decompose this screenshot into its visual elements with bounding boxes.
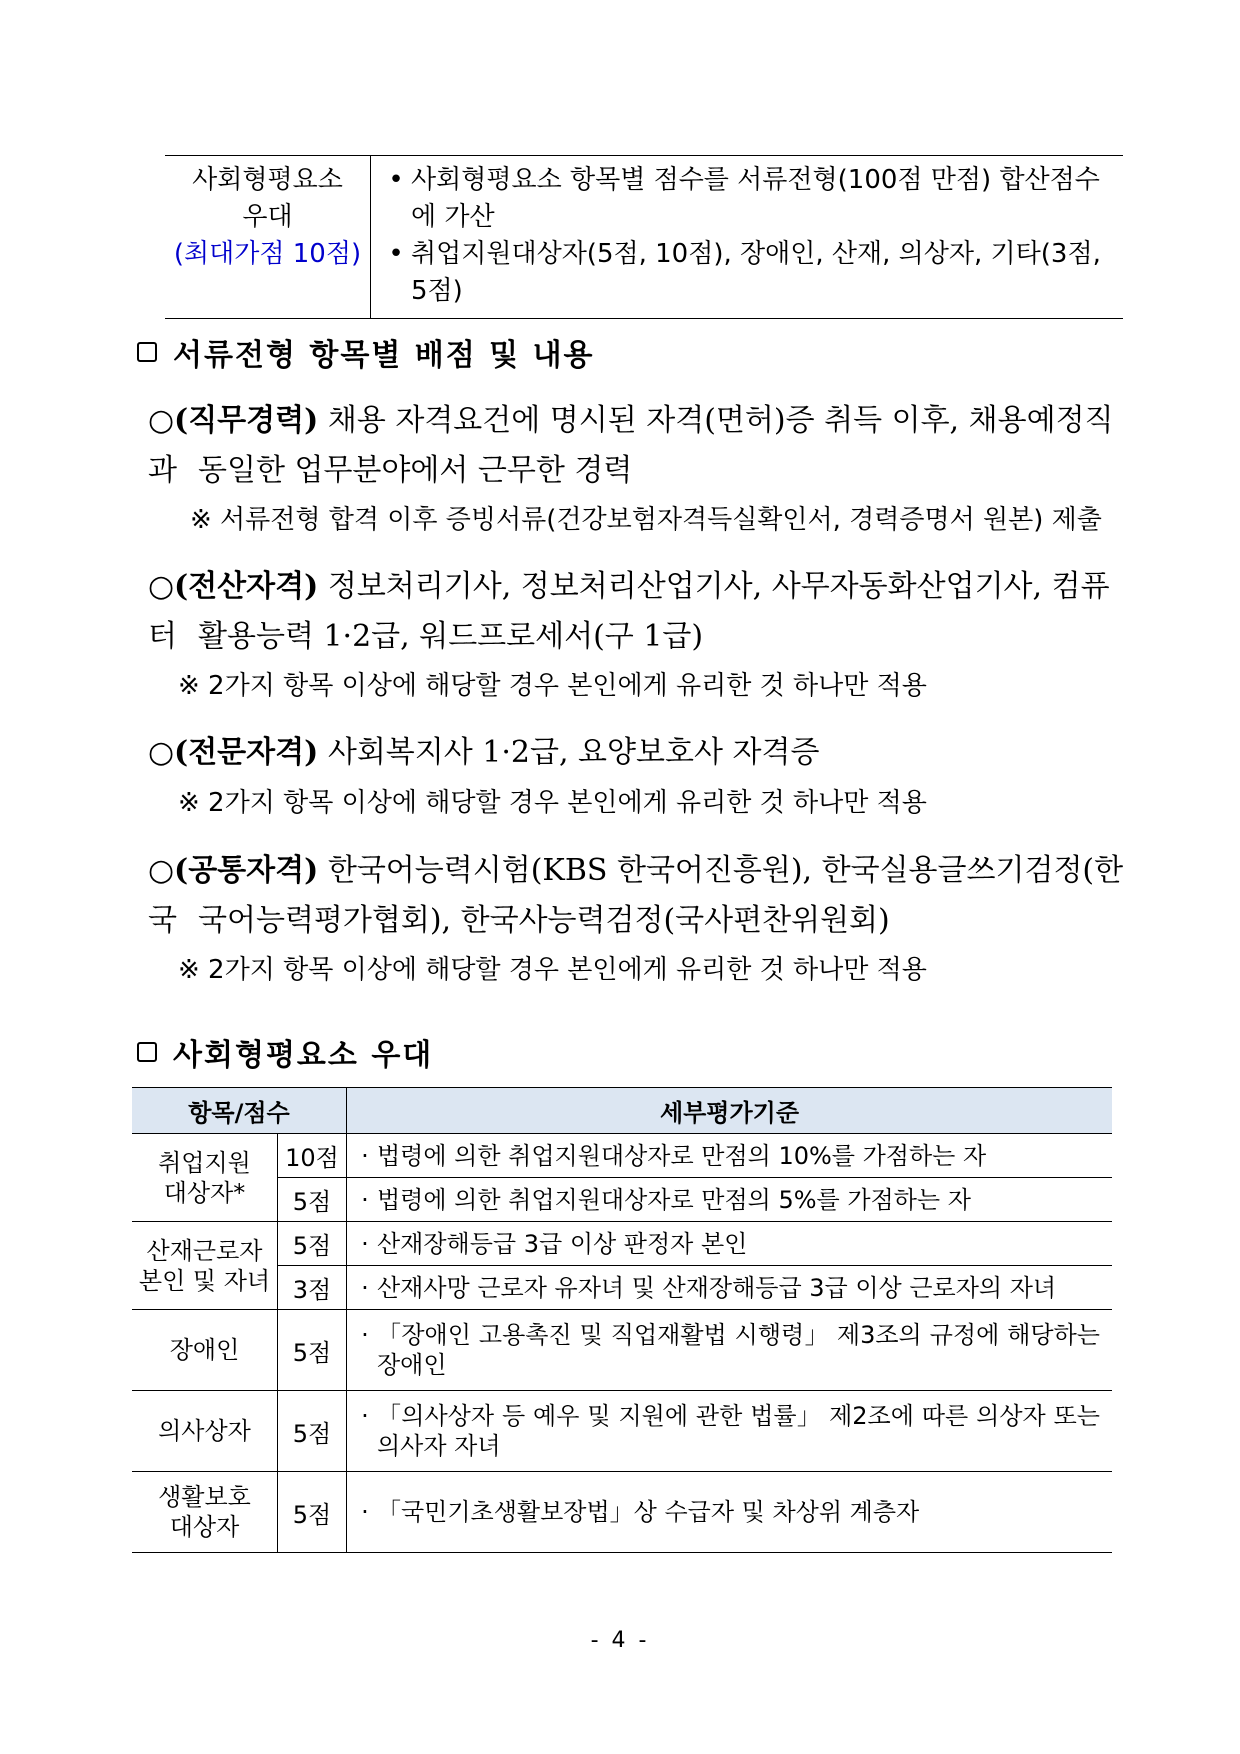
table-row — [132, 1391, 1112, 1472]
circle-bullet-icon: ○ — [148, 853, 175, 888]
category-cell — [132, 1472, 278, 1553]
criteria-cell — [347, 1310, 1113, 1391]
item-label: (전산자격) — [174, 569, 319, 604]
item-text-cont: 활용능력 1·2급, 워드프로세서(구 1급) — [198, 619, 704, 654]
top-label-line2: 우대 — [242, 202, 293, 232]
table-row — [132, 1134, 1112, 1178]
top-label-line1: 사회형평요소 — [192, 165, 343, 195]
category-cell — [132, 1222, 278, 1310]
note: ※ 2가지 항목 이상에 해당할 경우 본인에게 유리한 것 하나만 적용 — [178, 671, 927, 701]
category-line: 의사상자 — [158, 1417, 251, 1445]
criteria-text: 「장애인 고용촉진 및 직업재활법 시행령」 제3조의 규정에 해당하는 장애인 — [377, 1321, 1100, 1379]
score-cell: 5점 — [278, 1391, 347, 1472]
table-row — [132, 1222, 1112, 1266]
table-row — [132, 1178, 1112, 1222]
category-line: 생활보호 — [158, 1483, 251, 1511]
page-number: - 4 - — [590, 1628, 650, 1653]
criteria-cell — [347, 1391, 1113, 1472]
score-cell: 10점 — [278, 1134, 347, 1178]
criteria-cell — [347, 1266, 1113, 1310]
category-line: 장애인 — [169, 1336, 240, 1364]
criteria-text: 산재사망 근로자 유자녀 및 산재장해등급 3급 이상 근로자의 자녀 — [377, 1273, 1057, 1302]
section-title: 사회형평요소 우대 — [173, 1038, 434, 1073]
circle-bullet-icon: ○ — [148, 735, 175, 770]
circle-bullet-icon: ○ — [148, 569, 175, 604]
category-line: 취업지원 — [158, 1148, 251, 1177]
score-cell: 5점 — [278, 1310, 347, 1391]
criteria-cell — [347, 1134, 1113, 1178]
bullet-dot: · — [361, 1229, 369, 1258]
circle-bullet-icon: ○ — [148, 403, 175, 438]
item-label: (직무경력) — [174, 403, 319, 438]
bullet-dot: · — [361, 1141, 369, 1170]
category-cell — [132, 1134, 278, 1222]
checkbox-square-icon — [137, 1042, 157, 1062]
criteria-text: 법령에 의한 취업지원대상자로 만점의 10%를 가점하는 자 — [377, 1141, 987, 1170]
category-line: 산재근로자 — [146, 1236, 263, 1265]
criteria-cell — [347, 1178, 1113, 1222]
table-row — [132, 1310, 1112, 1391]
item-text: 한국어능력시험(KBS 한국어진흥원), 한국실용글쓰기검정(한국 — [148, 853, 1124, 938]
table-header-row — [132, 1088, 1112, 1134]
item-text: 채용 자격요건에 명시된 자격(면허)증 취득 이후, 채용예정직과 — [148, 403, 1114, 488]
category-line: 대상자* — [163, 1178, 246, 1207]
criteria-text: 법령에 의한 취업지원대상자로 만점의 5%를 가점하는 자 — [377, 1185, 971, 1214]
header-criteria: 세부평가기준 — [347, 1088, 1113, 1134]
bullet-text: 사회형평요소 항목별 점수를 서류전형(100점 만점) 합산점수에 가산 — [411, 165, 1100, 232]
score-cell: 5점 — [278, 1472, 347, 1553]
criteria-text: 「국민기초생활보장법」상 수급자 및 차상위 계층자 — [377, 1498, 920, 1526]
item-label: (전문자격) — [174, 735, 319, 770]
bullet-text: 취업지원대상자(5점, 10점), 장애인, 산재, 의상자, 기타(3점, 5점) — [411, 239, 1101, 306]
item-text: 정보처리기사, 정보처리산업기사, 사무자동화산업기사, 컴퓨터 — [148, 569, 1110, 654]
bullet-dot: · — [361, 1402, 369, 1430]
score-cell: 5점 — [278, 1178, 347, 1222]
category-line: 대상자 — [169, 1513, 240, 1541]
top-table — [165, 155, 1123, 319]
item-text-cont: 국어능력평가협회), 한국사능력검정(국사편찬위원회) — [198, 903, 890, 938]
social-equity-table — [132, 1087, 1112, 1553]
top-bullet — [381, 236, 1113, 310]
criteria-text: 「의사상자 등 예우 및 지원에 관한 법률」 제2조에 따른 의상자 또는 의사자 자녀 — [377, 1402, 1100, 1460]
category-cell — [132, 1310, 278, 1391]
header-item: 항목/점수 — [132, 1088, 347, 1134]
note: ※ 2가지 항목 이상에 해당할 경우 본인에게 유리한 것 하나만 적용 — [178, 788, 927, 818]
section-heading — [137, 330, 595, 374]
category-cell — [132, 1391, 278, 1472]
criteria-cell — [347, 1472, 1113, 1553]
top-label-max-points: (최대가점 10점) — [173, 239, 362, 269]
bullet-dot: • — [388, 239, 404, 269]
item-professional-cert — [148, 728, 1128, 778]
bullet-dot: · — [361, 1321, 369, 1349]
top-table-content — [371, 156, 1123, 318]
score-cell: 5점 — [278, 1222, 347, 1266]
top-bullet — [381, 162, 1113, 236]
item-text-cont: 동일한 업무분야에서 근무한 경력 — [198, 453, 633, 488]
note: ※ 서류전형 합격 이후 증빙서류(건강보험자격득실확인서, 경력증명서 원본) 제출 — [190, 505, 1102, 535]
bullet-dot: • — [388, 165, 404, 195]
category-line: 본인 및 자녀 — [138, 1266, 271, 1295]
section-heading — [137, 1030, 433, 1074]
criteria-text: 산재장해등급 3급 이상 판정자 본인 — [377, 1229, 748, 1258]
criteria-cell — [347, 1222, 1113, 1266]
checkbox-square-icon — [137, 342, 157, 362]
score-cell: 3점 — [278, 1266, 347, 1310]
bullet-dot: · — [361, 1273, 369, 1302]
section-title: 서류전형 항목별 배점 및 내용 — [173, 338, 595, 373]
table-row — [132, 1472, 1112, 1553]
top-table-label — [165, 156, 371, 318]
item-label: (공통자격) — [174, 853, 319, 888]
table-row — [132, 1266, 1112, 1310]
bullet-dot: · — [361, 1185, 369, 1214]
bullet-dot: · — [361, 1498, 369, 1526]
item-text: 사회복지사 1·2급, 요양보호사 자격증 — [318, 735, 820, 770]
note: ※ 2가지 항목 이상에 해당할 경우 본인에게 유리한 것 하나만 적용 — [178, 955, 927, 985]
